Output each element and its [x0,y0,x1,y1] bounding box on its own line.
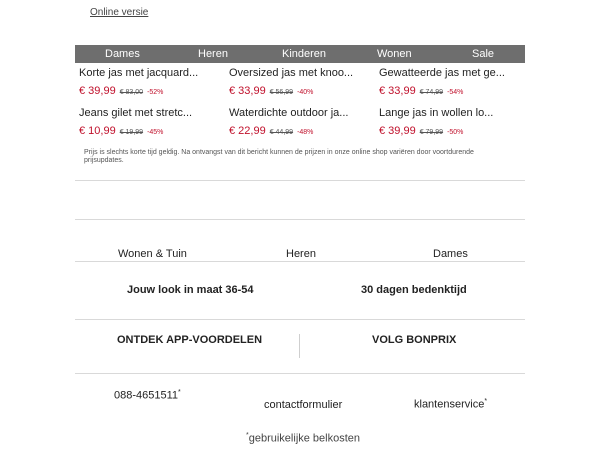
phone-number[interactable] [114,389,181,402]
product-name[interactable]: Gewatteerde jas met ge... [379,67,505,79]
call-costs-footnote [246,432,360,445]
price-disclaimer: Prijs is slechts korte tijd geldig. Na ontvangst van dit bericht kunnen de prijzen in onze online shop variëren door voortdurende prijsupdates. [84,149,474,164]
divider [75,373,525,374]
product-price: € 22,99 [229,125,266,137]
product-price-row [229,84,313,99]
nav-item-dames[interactable]: Dames [105,48,140,60]
product-old-price: € 19,99 [119,129,144,136]
divider [75,219,525,220]
nav-item-sale[interactable]: Sale [472,48,495,60]
product-old-price: € 83,00 [119,89,144,96]
product-old-price: € 79,99 [419,129,444,136]
divider [75,261,525,262]
footnote-text: gebruikelijke belkosten [248,432,361,445]
product-discount: -40% [297,89,314,96]
product-discount: -54% [447,89,464,96]
footnote-mark: * [246,432,249,439]
footer-link-heren[interactable]: Heren [286,248,316,260]
customer-service-link[interactable] [414,398,487,411]
product-discount: -48% [297,129,314,136]
nav-item-heren[interactable]: Heren [198,48,228,60]
online-version-link[interactable]: Online versie [90,7,149,18]
divider [75,180,525,181]
product-discount: -45% [147,129,164,136]
follow-bonprix-link[interactable]: VOLG BONPRIX [372,334,457,346]
product-old-price: € 44,99 [269,129,294,136]
divider [75,319,525,320]
product-name[interactable]: Jeans gilet met stretc... [79,107,193,119]
customer-service-text: klantenservice [414,398,485,411]
nav-item-wonen[interactable]: Wonen [377,48,412,60]
product-price-row [379,124,463,139]
usp-sizes: Jouw look in maat 36-54 [127,284,254,296]
service-footnote-mark: * [484,398,488,405]
product-name[interactable]: Oversized jas met knoo... [229,67,354,79]
footer-link-dames[interactable]: Dames [433,248,468,260]
product-old-price: € 74,99 [419,89,444,96]
phone-number-text: 088-4651511 [114,389,179,402]
product-price: € 39,99 [79,85,116,97]
product-price: € 33,99 [379,85,416,97]
footer-link-wonen-tuin[interactable]: Wonen & Tuin [118,248,187,260]
usp-return-period: 30 dagen bedenktijd [361,284,467,296]
product-name[interactable]: Lange jas in wollen lo... [379,107,494,119]
product-discount: -52% [147,89,164,96]
contact-form-link[interactable]: contactformulier [264,399,343,411]
app-benefits-link[interactable]: ONTDEK APP-VOORDELEN [117,334,263,346]
vertical-divider [299,334,300,358]
phone-footnote-mark: * [178,389,181,396]
product-price-row [79,124,163,139]
category-nav-bar [75,45,525,63]
nav-item-kinderen[interactable]: Kinderen [282,48,327,60]
product-discount: -50% [447,129,464,136]
product-price: € 39,99 [379,125,416,137]
product-name[interactable]: Korte jas met jacquard... [79,67,199,79]
product-price-row [79,84,163,99]
product-price-row [229,124,313,139]
product-name[interactable]: Waterdichte outdoor ja... [229,107,349,119]
product-price: € 33,99 [229,85,266,97]
product-price-row [379,84,463,99]
product-old-price: € 56,99 [269,89,294,96]
product-price: € 10,99 [79,125,116,137]
